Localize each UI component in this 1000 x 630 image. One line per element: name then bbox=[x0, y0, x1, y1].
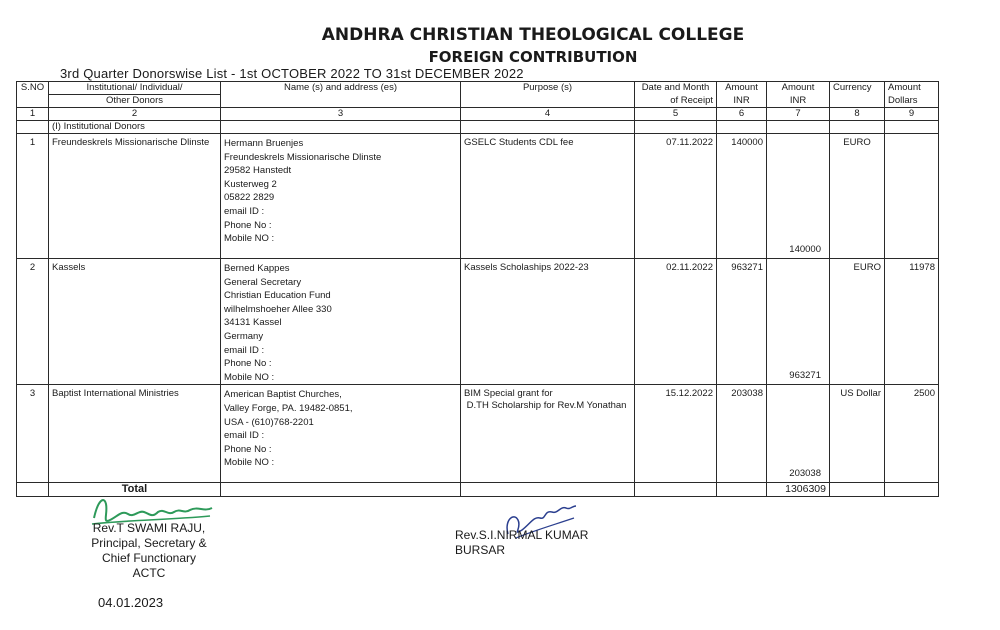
row-address: American Baptist Churches, Valley Forge, PA. 19482-0851, USA - (610)768-2201 email ID : Phone No : Mobile NO : bbox=[221, 385, 461, 483]
column-number: 3 bbox=[221, 108, 461, 121]
row-amount-inr-total: 140000 bbox=[767, 134, 830, 259]
column-number: 5 bbox=[635, 108, 717, 121]
column-number: 8 bbox=[830, 108, 885, 121]
row-amount-inr: 963271 bbox=[717, 259, 767, 385]
row-amount-dollars: 11978 bbox=[885, 259, 939, 385]
total-label: Total bbox=[49, 483, 221, 497]
row-currency: EURO bbox=[830, 134, 885, 259]
row-date: 15.12.2022 bbox=[635, 385, 717, 483]
col-date-header: Date and Month bbox=[635, 82, 717, 95]
row-purpose: BIM Special grant for D.TH Scholarship for Rev.M Yonathan bbox=[461, 385, 635, 483]
row-amount-inr-total: 963271 bbox=[767, 259, 830, 385]
table-row bbox=[17, 134, 939, 259]
period-heading: 3rd Quarter Donorswise List - 1st OCTOBER 2022 TO 31st DECEMBER 2022 bbox=[60, 66, 524, 81]
col-sno-header: S.NO bbox=[17, 82, 49, 95]
column-number: 1 bbox=[17, 108, 49, 121]
row-address: Berned Kappes General Secretary Christian Education Fund wilhelmshoeher Allee 330 34131 Kassel Germany email ID : Phone No : Mobile NO : bbox=[221, 259, 461, 385]
col-dollars-header-2: Dollars bbox=[885, 95, 939, 108]
row-donor: Kassels bbox=[49, 259, 221, 385]
total-value: 1306309 bbox=[767, 483, 830, 497]
col-amount-total-header-2: INR bbox=[767, 95, 830, 108]
col-amount-header-2: INR bbox=[717, 95, 767, 108]
column-number-row bbox=[17, 108, 939, 121]
row-amount-inr-total: 203038 bbox=[767, 385, 830, 483]
row-donor: Baptist International Ministries bbox=[49, 385, 221, 483]
row-currency: EURO bbox=[830, 259, 885, 385]
row-donor: Freundeskrels Missionarische Dlinste bbox=[49, 134, 221, 259]
bursar-signatory: Rev.S.I.NIRMAL KUMAR BURSAR bbox=[455, 528, 589, 557]
row-amount-inr: 140000 bbox=[717, 134, 767, 259]
document-date: 04.01.2023 bbox=[98, 595, 164, 610]
row-address: Hermann Bruenjes Freundeskrels Missionarische Dlinste 29582 Hanstedt Kusterweg 2 05822 2829 email ID : Phone No : Mobile NO : bbox=[221, 134, 461, 259]
col-dollars-header: Amount bbox=[885, 82, 939, 95]
row-amount-dollars: 2500 bbox=[885, 385, 939, 483]
row-date: 02.11.2022 bbox=[635, 259, 717, 385]
column-number: 6 bbox=[717, 108, 767, 121]
header-row-2 bbox=[17, 95, 939, 108]
section-label: (I) Institutional Donors bbox=[49, 121, 221, 134]
column-number: 4 bbox=[461, 108, 635, 121]
section-row bbox=[17, 121, 939, 134]
principal-signatory: Rev.T SWAMI RAJU, Principal, Secretary & Chief Functionary ACTC bbox=[91, 521, 207, 580]
row-purpose: Kassels Scholaships 2022-23 bbox=[461, 259, 635, 385]
header-row-1 bbox=[17, 82, 939, 95]
donor-table bbox=[16, 81, 939, 497]
col-amount-total-header: Amount bbox=[767, 82, 830, 95]
table-row bbox=[17, 259, 939, 385]
document-subtitle: FOREIGN CONTRIBUTION bbox=[428, 48, 638, 66]
college-title: ANDHRA CHRISTIAN THEOLOGICAL COLLEGE bbox=[321, 25, 745, 45]
row-amount-inr: 203038 bbox=[717, 385, 767, 483]
row-sno: 3 bbox=[17, 385, 49, 483]
row-currency: US Dollar bbox=[830, 385, 885, 483]
row-purpose: GSELC Students CDL fee bbox=[461, 134, 635, 259]
column-number: 9 bbox=[885, 108, 939, 121]
col-amount-header: Amount bbox=[717, 82, 767, 95]
table-row bbox=[17, 385, 939, 483]
column-number: 2 bbox=[49, 108, 221, 121]
row-sno: 2 bbox=[17, 259, 49, 385]
row-amount-dollars bbox=[885, 134, 939, 259]
col-date-header-2: of Receipt bbox=[635, 95, 717, 108]
col-name-header: Name (s) and address (es) bbox=[221, 82, 461, 95]
col-currency-header: Currency bbox=[830, 82, 885, 95]
col-purpose-header: Purpose (s) bbox=[461, 82, 635, 95]
row-date: 07.11.2022 bbox=[635, 134, 717, 259]
col-donor-header-2: Other Donors bbox=[49, 95, 221, 108]
column-number: 7 bbox=[767, 108, 830, 121]
row-sno: 1 bbox=[17, 134, 49, 259]
col-donor-header: Institutional/ Individual/ bbox=[49, 82, 221, 95]
